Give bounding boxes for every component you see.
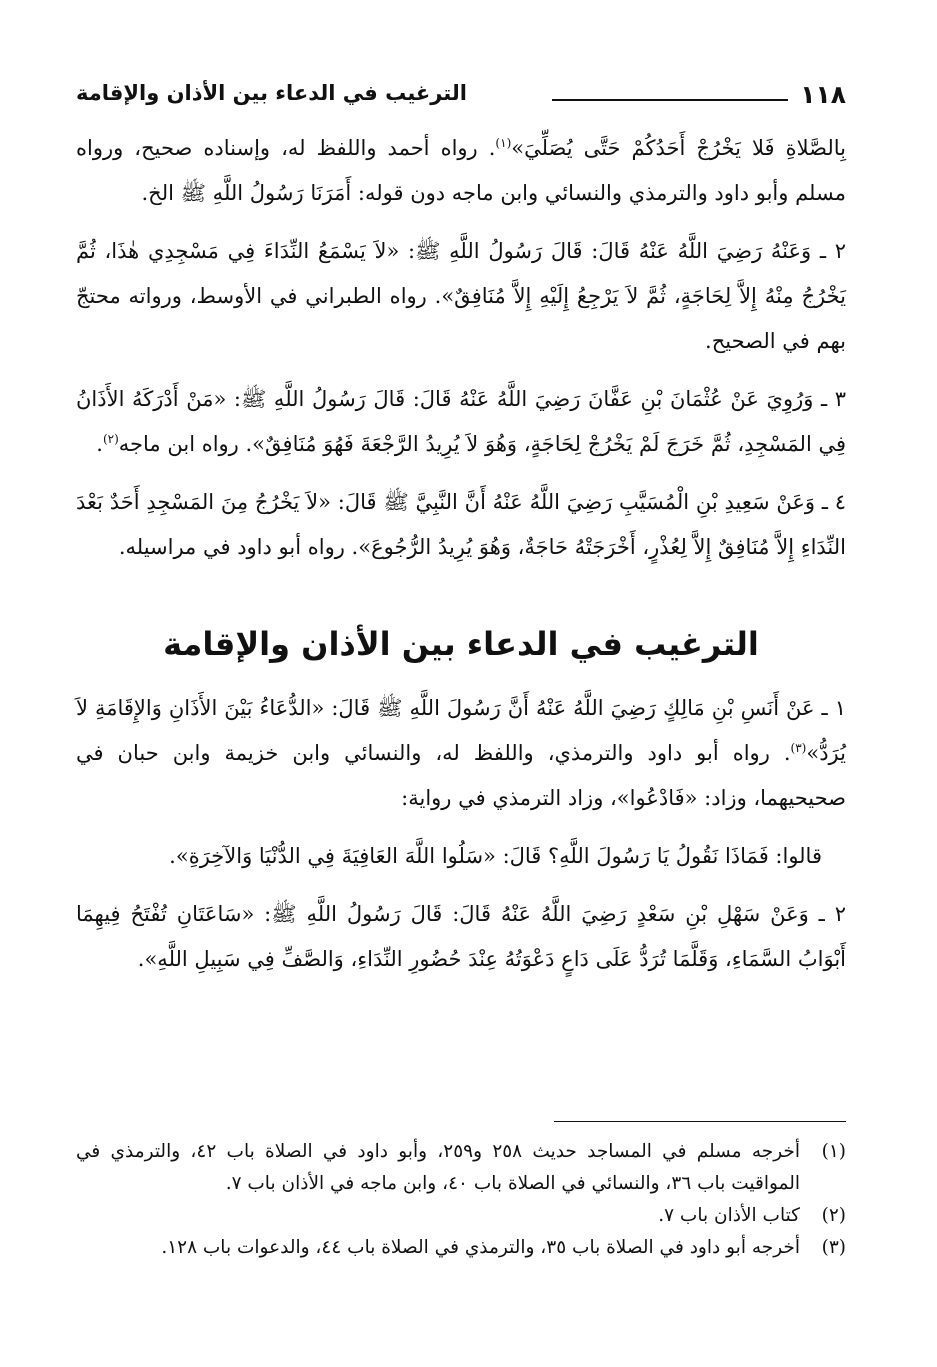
paragraph-tail: . رواه أبو داود والترمذي، واللفظ له، والنسائي وابن خزيمة وابن حبان في صحيحيهما، وزاد: «فَادْعُوا»، وزاد الترمذي في رواية: xyxy=(76,741,846,810)
footnote-ref: (٣) xyxy=(790,741,807,755)
main-text xyxy=(76,126,846,995)
footnote-mark: (١) xyxy=(821,1141,846,1162)
section-title: الترغيب في الدعاء بين الأذان والإقامة xyxy=(163,625,759,663)
paragraph-3 xyxy=(76,377,846,467)
footnote-ref: (٢) xyxy=(102,432,119,446)
footnote-text: أخرجه أبو داود في الصلاة باب ٣٥، والترمذي في الصلاة باب ٤٤، والدعوات باب ١٢٨. xyxy=(161,1237,800,1258)
footnotes xyxy=(76,1136,846,1264)
footnote-mark: (٢) xyxy=(821,1205,846,1226)
page-number: ١١٨ xyxy=(800,80,846,109)
footnote-separator xyxy=(554,1121,846,1122)
footnote-ref: (١) xyxy=(495,136,512,150)
header-rule xyxy=(552,99,788,101)
paragraph-1 xyxy=(76,126,846,216)
paragraph-tail: . xyxy=(96,432,103,456)
footnote-text: كتاب الأذان باب ٧. xyxy=(658,1205,800,1226)
footnote-mark: (٣) xyxy=(821,1237,846,1258)
section-paragraph-3: ٢ ـ وَعَنْ سَهْلِ بْنِ سَعْدٍ رَضِيَ اللَّهُ عَنْهُ قَالَ: قَالَ رَسُولُ اللَّهِ ﷺ: «سَاعَتَانِ تُفْتَحُ فِيهِمَا أَبْوَابُ السَّمَاءِ، وَقَلَّمَا تُرَدُّ عَلَى دَاعٍ دَعْوَتُهُ عِنْدَ حُضُورِ النِّدَاءِ، وَالصَّفِّ فِي سَبِيلِ اللَّهِ». xyxy=(76,902,846,971)
section-paragraph-2: قالوا: فَمَاذَا نَقُولُ يَا رَسُولَ اللَّهِ؟ قَالَ: «سَلُوا اللَّهَ العَافِيَةَ فِي الدُّنْيَا وَالآخِرَةِ». xyxy=(169,844,822,868)
paragraph-text: بِالصَّلاةِ فَلا يَخْرُجْ أَحَدُكُمْ حَتَّى يُصَلِّيَ» xyxy=(511,136,846,160)
paragraph-text: ٣ ـ وَرُوِيَ عَنْ عُثْمَانَ بْنِ عَفَّانَ رَضِيَ اللَّهُ عَنْهُ قَالَ: قَالَ رَسُولُ اللَّهِ ﷺ: «مَنْ أَدْرَكَهُ الأَذَانُ فِي المَسْجِدِ، ثُمَّ خَرَجَ لَمْ يَخْرُجْ لِحَاجَةٍ، وَهُوَ لاَ يُرِيدُ الرَّجْعَةَ فَهُوَ مُنَافِقٌ». رواه ابن ماجه xyxy=(76,387,846,456)
paragraph-text: ١ ـ عَنْ أَنَسِ بْنِ مَالِكٍ رَضِيَ اللَّهُ عَنْهُ أَنَّ رَسُولَ اللَّهِ ﷺ قَالَ: «الدُّعَاءُ بَيْنَ الأَذَانِ وَالإِقَامَةِ لاَ يُرَدُّ» xyxy=(76,696,846,765)
footnote-2 xyxy=(76,1200,846,1232)
paragraph-4: ٤ ـ وَعَنْ سَعِيدِ بْنِ الْمُسَيَّبِ رَضِيَ اللَّهُ عَنْهُ أَنَّ النَّبِيَّ ﷺ قَالَ: «لاَ يَخْرُجُ مِنَ المَسْجِدِ أَحَدٌ بَعْدَ النِّدَاءِ إِلاَّ مُنَافِقٌ إِلاَّ لِعُذْرٍ، أَخْرَجَتْهُ حَاجَةٌ، وَهُوَ يُرِيدُ الرُّجُوعَ». رواه أبو داود في مراسيله. xyxy=(76,490,846,559)
running-title: الترغيب في الدعاء بين الأذان والإقامة xyxy=(76,81,467,105)
paragraph-2: ٢ ـ وَعَنْهُ رَضِيَ اللَّهُ عَنْهُ قَالَ: قَالَ رَسُولُ اللَّهِ ﷺ: «لاَ يَسْمَعُ النِّدَاءَ فِي مَسْجِدِي هٰذَا، ثُمَّ يَخْرُجُ مِنْهُ إِلاَّ لِحَاجَةٍ، ثُمَّ لاَ يَرْجِعُ إِلَيْهِ إِلاَّ مُنَافِقٌ». رواه الطبراني في الأوسط، ورواته محتجّ بهم في الصحيح. xyxy=(76,239,846,353)
page-header xyxy=(76,80,846,116)
footnote-text: أخرجه مسلم في المساجد حديث ٢٥٨ و٢٥٩، وأبو داود في الصلاة باب ٤٢، والترمذي في المواقيت باب ٣٦، والنسائي في الصلاة باب ٤٠، وابن ماجه في الأذان باب ٧. xyxy=(76,1141,800,1194)
section-paragraph-1 xyxy=(76,686,846,821)
footnote-1 xyxy=(76,1136,846,1200)
paragraph-tail: . رواه أحمد واللفظ له، وإسناده صحيح، ورواه مسلم وأبو داود والترمذي والنسائي وابن ماجه دون قوله: أَمَرَنَا رَسُولُ اللَّهِ ﷺ الخ. xyxy=(76,136,846,205)
footnote-3 xyxy=(76,1232,846,1264)
